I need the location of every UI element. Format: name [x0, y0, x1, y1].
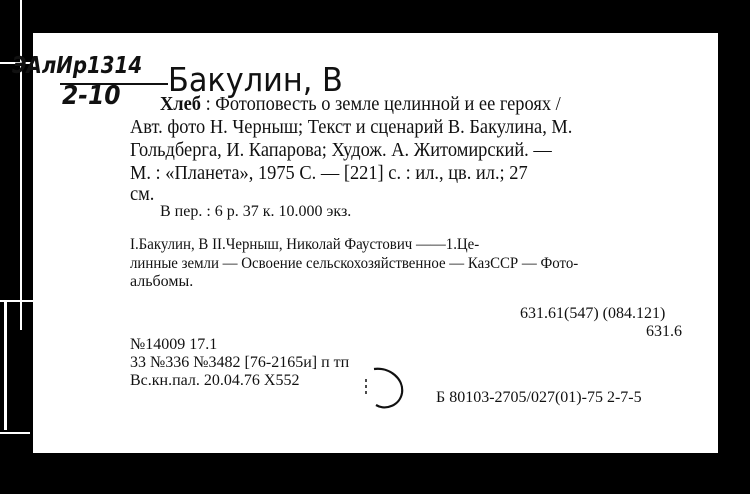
- book-title: Хлеб: [160, 93, 201, 115]
- handwritten-shelf-code: ЭАлИр1314: [12, 53, 143, 79]
- title-rest: : Фотоповесть о земле целинной и ее героях /: [200, 93, 561, 115]
- left-edge-rule: [4, 300, 7, 430]
- entry-line-1: [160, 93, 561, 115]
- handwritten-number: 2-10: [62, 81, 121, 111]
- added-entries-line-2: линные земли — Освоение сельскохозяйственное — КазССР — Фото-: [130, 255, 579, 272]
- stamp-mark-icon: [360, 365, 406, 411]
- price-line: В пер. : 6 р. 37 к. 10.000 экз.: [160, 203, 352, 220]
- footer-line-2: 33 №336 №3482 [76-2165и] п тп: [130, 354, 350, 371]
- entry-line-2: Авт. фото Н. Черныш; Текст и сценарий В. Бакулина, М.: [130, 116, 573, 138]
- footer-line-3: Вс.кн.пал. 20.04.76 Х552: [130, 372, 300, 389]
- classification-index-1: 631.61(547) (084.121): [520, 305, 666, 322]
- handwritten-author: Бакулин, В: [168, 60, 343, 99]
- left-edge-rule-inner: [20, 0, 22, 330]
- footer-line-1: №14009 17.1: [130, 336, 218, 353]
- entry-line-5: см.: [130, 183, 155, 205]
- entry-line-4: М. : «Планета», 1975 С. — [221] с. : ил., цв. ил.; 27: [130, 162, 528, 184]
- entry-line-3: Гольдберга, И. Капарова; Худож. А. Житомирский. —: [130, 139, 552, 161]
- added-entries-line-3: альбомы.: [130, 273, 194, 290]
- footer-line-4: Б 80103-2705/027(01)-75 2-7-5: [436, 389, 642, 406]
- edge-tick: [0, 432, 30, 434]
- edge-tick: [0, 300, 33, 302]
- added-entries-line-1: I.Бакулин, В II.Черныш, Николай Фаустович ——1.Це-: [130, 236, 480, 253]
- classification-index-2: 631.6: [646, 323, 682, 340]
